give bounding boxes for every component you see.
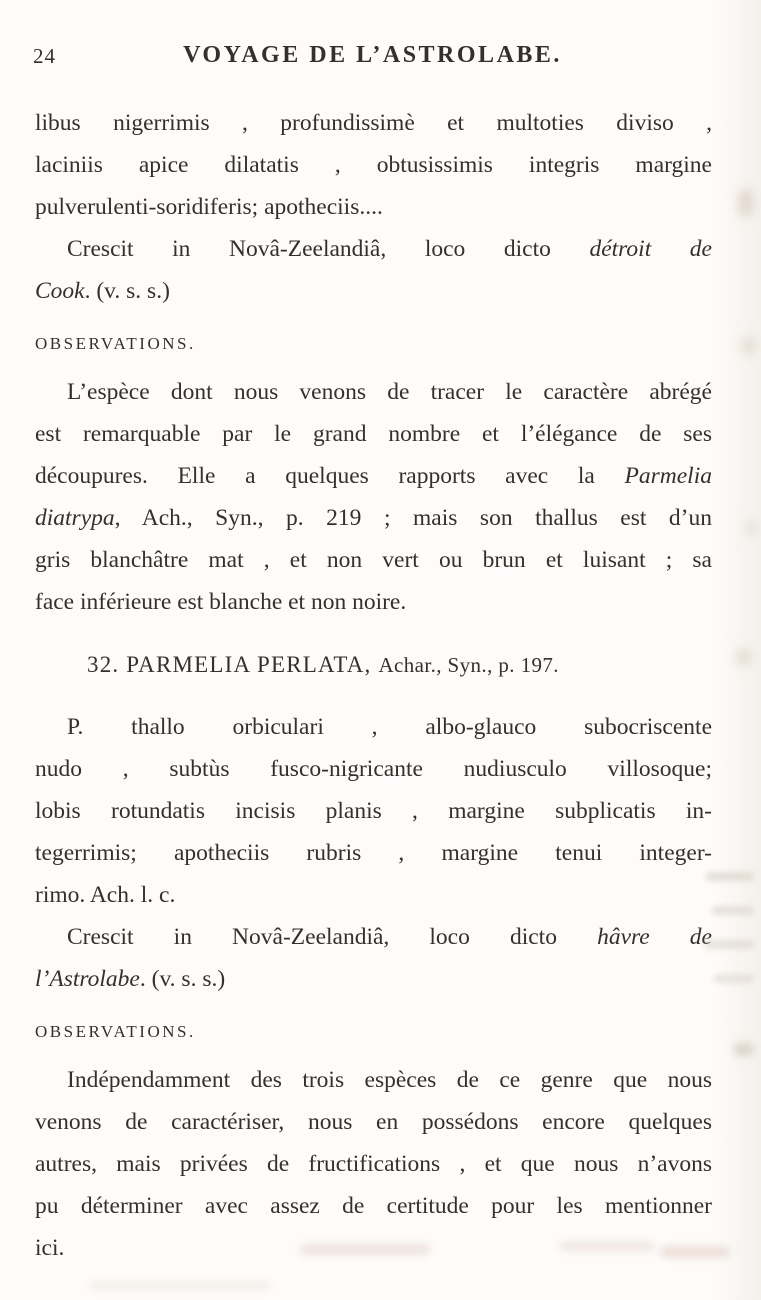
text-line [35,102,712,144]
text-line [35,497,712,539]
text-line [35,186,712,228]
text-line [35,1059,712,1101]
text-line [35,539,712,581]
italic-phrase: hâvre de [597,924,712,950]
show-through-smudge [90,1282,270,1290]
text-line [35,874,712,916]
text-line [35,455,712,497]
paragraph-observations-1 [35,371,712,623]
text-run: gris blanchâtre mat , et non vert ou brun et luisant ; sa [35,547,712,573]
text-line [35,748,712,790]
text-run: L’espèce dont nous venons de tracer le caractère abrégé [67,379,712,405]
text-run: P. thallo orbiculari , albo-glauco subocriscente [67,714,712,740]
text-run: face inférieure est blanche et non noire. [35,589,407,615]
text-line [35,332,712,356]
text-line [35,1101,712,1143]
text-line [35,1143,712,1185]
text-line [35,1185,712,1227]
text-run: OBSERVATIONS. [35,334,196,353]
text-run: . (v. s. s.) [84,278,170,304]
text-line [35,916,712,958]
page-header [0,0,761,72]
text-line [35,958,712,1000]
text-run: laciniis apice dilatatis , obtusissimis integris margine [35,152,712,178]
italic-phrase: Cook [35,278,85,304]
text-run: Crescit in Novâ-Zeelandiâ, loco dicto [67,924,598,950]
paragraph-observations-2 [35,1059,712,1269]
text-line [35,581,712,623]
text-run: Achar., Syn., p. 197. [378,653,559,677]
text-line [35,413,712,455]
text-line [35,790,712,832]
italic-phrase: détroit de [589,236,712,262]
text-line [35,706,712,748]
text-line [35,1227,712,1269]
text-run: tegerrimis; apotheciis rubris , margine tenui integer- [35,840,712,866]
paragraph-crescit-detroit-de-cook [35,228,712,312]
observations-heading-2 [35,1020,712,1044]
text-run: OBSERVATIONS. [35,1022,196,1041]
text-line [35,228,712,270]
page-number: 24 [33,44,56,68]
text-run: , Ach., Syn., p. 219 ; mais son thallus est d’un [114,505,712,531]
text-line [35,1020,712,1044]
text-line [35,371,712,413]
page-content [0,102,761,1269]
paragraph-crescit-havre-astrolabe [35,916,712,1000]
observations-heading-1 [35,332,712,356]
text-run: 32. PARMELIA PERLATA, [87,652,379,677]
text-run: découpures. Elle a quelques rapports avec la [35,463,625,489]
text-run: Crescit in Novâ-Zeelandiâ, loco dicto [67,236,590,262]
text-line [35,270,712,312]
text-run: venons de caractériser, nous en possédons encore quelques [35,1109,712,1135]
text-line [35,144,712,186]
text-run: lobis rotundatis incisis planis , margine subplicatis in- [35,798,712,824]
running-title: VOYAGE DE L’ASTROLABE. [183,42,562,68]
text-run: libus nigerrimis , profundissimè et multoties diviso , [35,110,712,136]
text-run: nudo , subtùs fusco-nigricante nudiusculo villosoque; [35,756,712,782]
text-run: pu déterminer avec assez de certitude pour les mentionner [35,1193,712,1219]
italic-phrase: l’Astrolabe [35,966,140,992]
species-heading-32-parmelia-perlata [35,649,712,684]
text-run: . (v. s. s.) [139,966,226,992]
text-line [87,649,712,684]
paragraph-latin-diagnosis [35,706,712,916]
text-run: est remarquable par le grand nombre et l’élégance de ses [35,421,712,447]
text-run: ici. [35,1235,65,1261]
italic-phrase: Parmelia [624,463,712,489]
text-run: pulverulenti-soridiferis; apotheciis.... [35,194,383,220]
text-run: Indépendamment des trois espèces de ce genre que nous [67,1067,712,1093]
paragraph-continuation [35,102,712,228]
text-run: autres, mais privées de fructifications , et que nous n’avons [35,1151,712,1177]
text-run: rimo. Ach. l. c. [35,882,176,908]
text-line [35,832,712,874]
italic-phrase: diatrypa [35,505,115,531]
